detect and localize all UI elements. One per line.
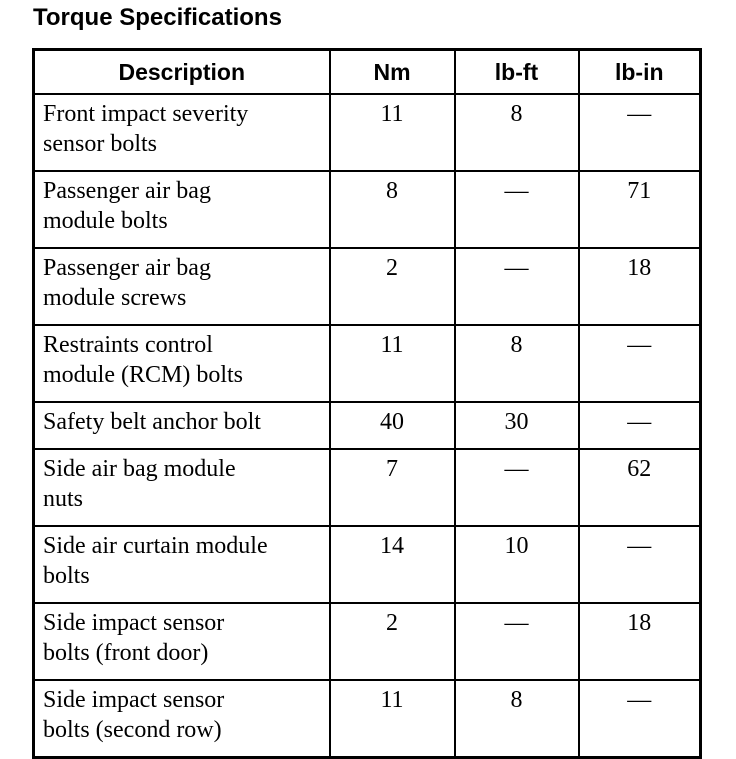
table-row bbox=[34, 325, 701, 402]
table-row bbox=[34, 680, 701, 758]
lb-in-cell: — bbox=[579, 680, 701, 758]
lb-ft-cell: 30 bbox=[455, 402, 579, 449]
description-cell bbox=[34, 94, 330, 171]
description-line: module bolts bbox=[43, 208, 168, 234]
description-line: Side impact sensor bbox=[43, 610, 225, 636]
description-line: bolts (second row) bbox=[43, 717, 222, 743]
lb-in-cell: — bbox=[579, 526, 701, 603]
lb-ft-cell: — bbox=[455, 449, 579, 526]
description-line: Restraints control bbox=[43, 332, 213, 358]
lb-in-cell: 71 bbox=[579, 171, 701, 248]
table-row bbox=[34, 402, 701, 449]
column-header-lb-in: lb-in bbox=[579, 50, 701, 95]
description-cell bbox=[34, 680, 330, 758]
lb-ft-cell: — bbox=[455, 603, 579, 680]
description-line: Side air bag module bbox=[43, 456, 236, 482]
nm-cell: 11 bbox=[330, 680, 455, 758]
nm-cell: 11 bbox=[330, 325, 455, 402]
table-row bbox=[34, 171, 701, 248]
description-cell bbox=[34, 603, 330, 680]
lb-in-cell: 18 bbox=[579, 603, 701, 680]
lb-ft-cell: 8 bbox=[455, 680, 579, 758]
nm-cell: 2 bbox=[330, 603, 455, 680]
lb-ft-cell: — bbox=[455, 248, 579, 325]
description-line: Side air curtain module bbox=[43, 533, 268, 559]
nm-cell: 11 bbox=[330, 94, 455, 171]
nm-cell: 7 bbox=[330, 449, 455, 526]
lb-ft-cell: 10 bbox=[455, 526, 579, 603]
description-line: Safety belt anchor bolt bbox=[43, 409, 261, 435]
description-line: module (RCM) bolts bbox=[43, 362, 244, 388]
description-line: Passenger air bag bbox=[43, 178, 211, 204]
description-line: Passenger air bag bbox=[43, 255, 211, 281]
table-row bbox=[34, 603, 701, 680]
page-title: Torque Specifications bbox=[33, 4, 282, 31]
description-cell bbox=[34, 526, 330, 603]
table-row bbox=[34, 449, 701, 526]
description-line: Front impact severity bbox=[43, 101, 249, 127]
lb-in-cell: 62 bbox=[579, 449, 701, 526]
nm-cell: 14 bbox=[330, 526, 455, 603]
column-header-lb-ft: lb-ft bbox=[455, 50, 579, 95]
description-line: sensor bolts bbox=[43, 131, 157, 157]
description-line: module screws bbox=[43, 285, 187, 311]
nm-cell: 2 bbox=[330, 248, 455, 325]
lb-ft-cell: 8 bbox=[455, 325, 579, 402]
lb-in-cell: 18 bbox=[579, 248, 701, 325]
table-row bbox=[34, 248, 701, 325]
description-cell bbox=[34, 171, 330, 248]
column-header-nm: Nm bbox=[330, 50, 455, 95]
description-cell bbox=[34, 248, 330, 325]
lb-in-cell: — bbox=[579, 402, 701, 449]
description-line: Side impact sensor bbox=[43, 687, 225, 713]
header-row bbox=[34, 50, 701, 95]
description-line: bolts bbox=[43, 563, 90, 589]
lb-ft-cell: — bbox=[455, 171, 579, 248]
lb-ft-cell: 8 bbox=[455, 94, 579, 171]
torque-spec-table bbox=[32, 48, 702, 759]
nm-cell: 8 bbox=[330, 171, 455, 248]
table-row bbox=[34, 94, 701, 171]
table-row bbox=[34, 526, 701, 603]
description-cell bbox=[34, 402, 330, 449]
column-header-description: Description bbox=[34, 50, 330, 95]
description-cell bbox=[34, 325, 330, 402]
lb-in-cell: — bbox=[579, 325, 701, 402]
lb-in-cell: — bbox=[579, 94, 701, 171]
description-line: bolts (front door) bbox=[43, 640, 209, 666]
description-cell bbox=[34, 449, 330, 526]
description-line: nuts bbox=[43, 486, 84, 512]
nm-cell: 40 bbox=[330, 402, 455, 449]
